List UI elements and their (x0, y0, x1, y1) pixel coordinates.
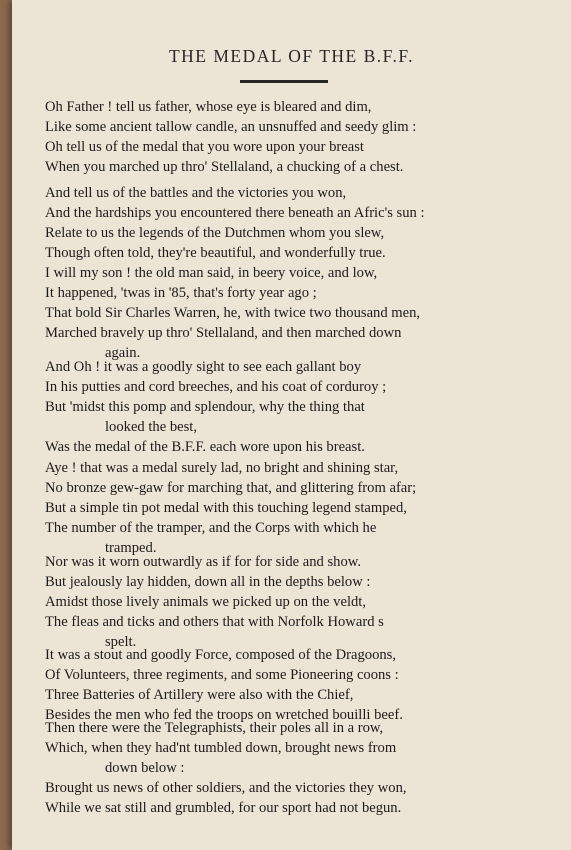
poem-line: Aye ! that was a medal surely lad, no bright and shining star, (45, 460, 399, 476)
poem-line: Which, when they had'nt tumbled down, brought news from (45, 740, 397, 756)
poem-line: down below : (105, 760, 185, 776)
poem-line: Of Volunteers, three regiments, and some Pioneering coons : (45, 667, 399, 683)
poem-line: In his putties and cord breeches, and his coat of corduroy ; (45, 379, 387, 395)
poem-line: Brought us news of other soldiers, and the victories they won, (45, 780, 407, 796)
poem-line: The fleas and ticks and others that with Norfolk Howard s (45, 614, 384, 630)
poem-line: Though often told, they're beautiful, and wonderfully true. (45, 245, 386, 261)
poem-line: Oh tell us of the medal that you wore upon your breast (45, 139, 364, 155)
poem-line: And Oh ! it was a goodly sight to see each gallant boy (45, 359, 362, 375)
stanza-3 (45, 263, 545, 363)
poem-line: And tell us of the battles and the victories you won, (45, 185, 347, 201)
poem-line: Then there were the Telegraphists, their poles all in a row, (45, 720, 384, 736)
document-page (12, 0, 571, 850)
poem-line: And the hardships you encountered there beneath an Afric's sun : (45, 205, 425, 221)
poem-line: Amidst those lively animals we picked up on the veldt, (45, 594, 367, 610)
poem-line: Three Batteries of Artillery were also with the Chief, (45, 687, 354, 703)
poem-line: But 'midst this pomp and splendour, why the thing that (45, 399, 365, 415)
poem-line: tramped. (105, 540, 157, 556)
poem-line: Besides the men who fed the troops on wretched bouilli beef. (45, 707, 403, 723)
poem-line: Marched bravely up thro' Stellaland, and then marched down (45, 325, 402, 341)
poem-line: No bronze gew-gaw for marching that, and glittering from afar; (45, 480, 417, 496)
stanza-7 (45, 645, 545, 725)
poem-line: But a simple tin pot medal with this touching legend stamped, (45, 500, 407, 516)
poem-line: Was the medal of the B.F.F. each wore upon his breast. (45, 439, 365, 455)
poem-line: The number of the tramper, and the Corps with which he (45, 520, 377, 536)
stanza-1 (45, 97, 545, 177)
poem-line: It happened, 'twas in '85, that's forty year ago ; (45, 285, 317, 301)
poem-line: looked the best, (105, 419, 198, 435)
poem-line: spelt. (105, 634, 137, 650)
poem-line: I will my son ! the old man said, in beery voice, and low, (45, 265, 378, 281)
poem-line: While we sat still and grumbled, for our sport had not begun. (45, 800, 402, 816)
poem-line: That bold Sir Charles Warren, he, with twice two thousand men, (45, 305, 421, 321)
poem-line: Nor was it worn outwardly as if for for side and show. (45, 554, 361, 570)
stanza-8 (45, 718, 545, 818)
poem-line: Oh Father ! tell us father, whose eye is bleared and dim, (45, 99, 372, 115)
poem-line: again. (105, 345, 141, 361)
poem-line: It was a stout and goodly Force, composed of the Dragoons, (45, 647, 396, 663)
poem-line: Relate to us the legends of the Dutchmen whom you slew, (45, 225, 385, 241)
poem-line: When you marched up thro' Stellaland, a chucking of a chest. (45, 159, 404, 175)
stanza-2 (45, 183, 545, 263)
poem-line: Like some ancient tallow candle, an unsnuffed and seedy glim : (45, 119, 417, 135)
poem-line: But jealously lay hidden, down all in the depths below : (45, 574, 371, 590)
poem-title: THE MEDAL OF THE B.F.F. (168, 46, 415, 66)
title-rule (240, 80, 328, 83)
stanza-5 (45, 458, 545, 558)
stanza-6 (45, 552, 545, 652)
stanza-4 (45, 357, 545, 457)
